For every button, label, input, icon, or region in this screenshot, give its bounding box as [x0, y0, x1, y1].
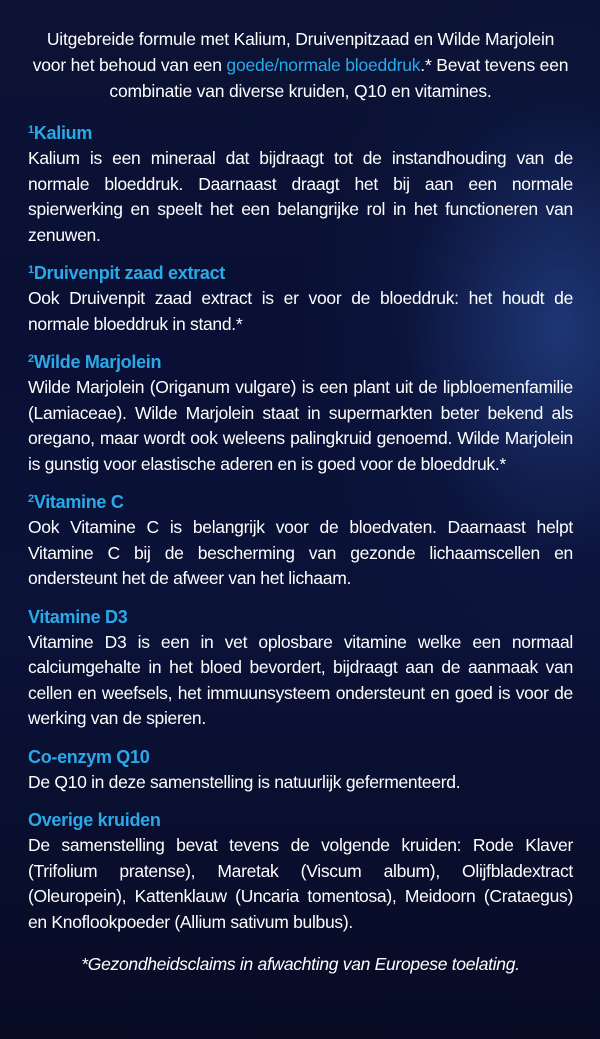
intro-paragraph — [28, 26, 573, 104]
section-title-text: Overige kruiden — [28, 810, 161, 830]
section-title — [28, 489, 573, 515]
section-body: Ook Druivenpit zaad extract is er voor de bloeddruk: het houdt de normale bloeddruk in stand.* — [28, 288, 573, 334]
section-title — [28, 744, 573, 770]
section-kalium — [28, 120, 573, 248]
section-title — [28, 807, 573, 833]
section-title-text: Kalium — [33, 123, 93, 143]
footnote-marker: 1 — [28, 124, 34, 136]
section-body: Ook Vitamine C is belangrijk voor de bloedvaten. Daarnaast helpt Vitamine C bij de bescherming van gezonde lichaamscellen en ondersteunt het de afweer van het lichaam. — [28, 517, 573, 588]
section-druivenpit — [28, 260, 573, 337]
intro-text-start: Uitgebreide formule met Kalium, Druivenpitzaad en Wilde Marjolein voor het behoud van een — [32, 29, 555, 75]
section-body: De Q10 in deze samenstelling is natuurlijk gefermenteerd. — [28, 771, 461, 792]
intro-highlight: goede/normale bloeddruk — [226, 55, 421, 75]
health-claims-footnote: *Gezondheidsclaims in afwachting van Europese toelating. — [81, 954, 520, 974]
section-title — [28, 260, 573, 286]
section-overige-kruiden — [28, 807, 573, 935]
section-body: De samenstelling bevat tevens de volgende kruiden: Rode Klaver (Trifolium pratense), Maretak (Viscum album), Olijfbladextract (Oleuropein), Kattenklauw (Uncaria tomentosa), Meidoorn (Crataegus) en Knoflookpoeder (Allium sativum bulbus). — [28, 835, 573, 932]
section-co-enzym-q10 — [28, 744, 573, 796]
footnote-marker: 2 — [28, 353, 34, 365]
section-title — [28, 604, 573, 630]
intro-text-end: .* Bevat tevens een combinatie van diverse kruiden, Q10 en vitamines. — [109, 55, 569, 101]
section-title-text: Wilde Marjolein — [33, 352, 162, 372]
section-vitamine-d3 — [28, 604, 573, 732]
section-title-text: Vitamine D3 — [28, 606, 128, 627]
section-vitamine-c — [28, 489, 573, 592]
section-title-text: Co-enzym Q10 — [28, 746, 150, 767]
section-title-text: Druivenpit zaad extract — [33, 263, 225, 283]
section-body: Vitamine D3 is een in vet oplosbare vitamine welke een normaal calciumgehalte in het bloed bevordert, bijdraagt aan de aanmaak van cellen en weefsels, het immuunsysteem ondersteunt en goed is voor de werking van de spieren. — [28, 631, 573, 728]
footnote-marker: 2 — [28, 493, 34, 505]
section-wilde-marjolein — [28, 349, 573, 477]
section-title — [28, 349, 573, 375]
section-title-text: Vitamine C — [33, 492, 124, 512]
section-body: Wilde Marjolein (Origanum vulgare) is een plant uit de lipbloemenfamilie (Lamiaceae). Wilde Marjolein staat in supermarkten beter bekend als oregano, maar wordt ook weleens palingkruid genoemd. Wilde Marjolein is gunstig voor elastische aderen en is goed voor de bloeddruk.* — [28, 377, 573, 474]
text-column — [28, 26, 573, 977]
footnote-marker: 1 — [28, 264, 34, 276]
section-body: Kalium is een mineraal dat bijdraagt tot de instandhouding van de normale bloeddruk. Daarnaast draagt het bij aan een normale spierwerking en speelt het een belangrijke rol in het functioneren van zenuwen. — [28, 148, 573, 245]
section-title — [28, 120, 573, 146]
